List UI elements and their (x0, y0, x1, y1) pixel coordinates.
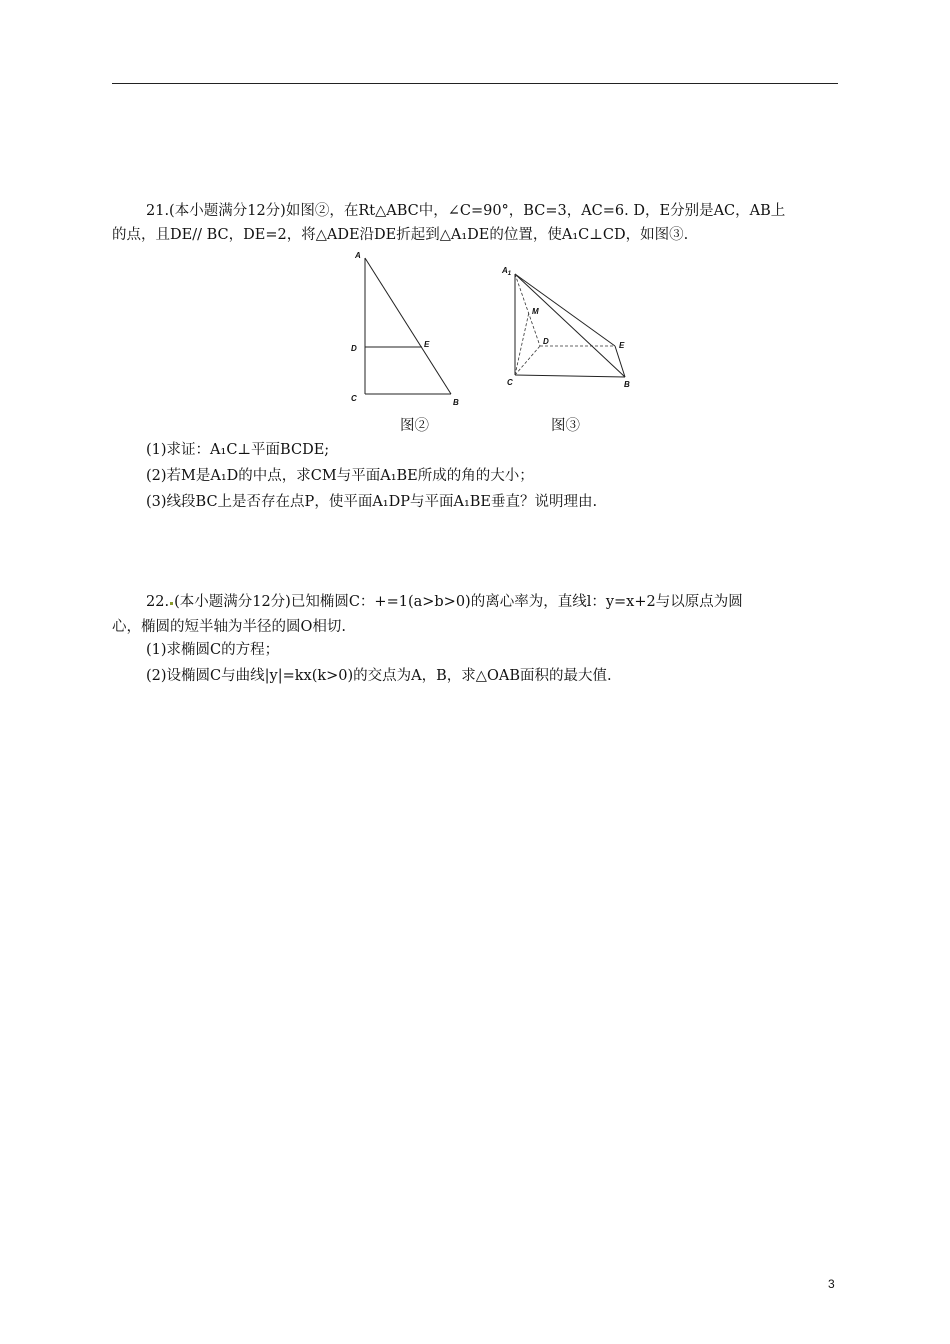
q22-line2: 心，椭圆的短半轴为半径的圆O相切. (112, 619, 346, 635)
fig3-label-m: M (532, 307, 539, 316)
fig3-edge-a1b (515, 274, 625, 377)
fig2-caption: 图② (400, 418, 429, 434)
q21-part-3: (3)线段BC上是否存在点P，使平面A₁DP与平面A₁BE垂直？说明理由. (146, 494, 598, 510)
fig2-label-e: E (424, 340, 430, 349)
q21-part-1: (1)求证：A₁C⊥平面BCDE; (146, 442, 330, 458)
fig2-label-d: D (351, 344, 357, 353)
fig3-label-a1: $A_1$ (502, 266, 512, 277)
figure-2 (340, 248, 470, 413)
fig2-label-b: B (453, 398, 459, 407)
figure-3 (498, 260, 638, 395)
fig3-edge-cb (515, 375, 625, 377)
fig3-label-c: C (507, 378, 513, 387)
q22-part-1: (1)求椭圆C的方程； (146, 642, 280, 658)
fig3-label-e: E (619, 341, 625, 350)
fig3-edge-a1e (515, 274, 615, 346)
q22-part-2: (2)设椭圆C与曲线|y|=kx(k>0)的交点为A，B，求△OAB面积的最大值. (146, 668, 612, 684)
fig2-edge-ab (365, 258, 451, 394)
fig3-label-d: D (543, 337, 549, 346)
fig3-caption: 图③ (551, 418, 580, 434)
q21-line2: 的点，且DE// BC，DE=2，将△ADE沿DE折起到△A₁DE的位置，使A₁C⊥CD，如图③. (112, 227, 689, 243)
header-rule (112, 83, 838, 84)
q21-part-2: (2)若M是A₁D的中点，求CM与平面A₁BE所成的角的大小； (146, 468, 534, 484)
fig3-label-b: B (624, 380, 630, 389)
q21-line1: 21.(本小题满分12分)如图②，在Rt△ABC中，∠C=90°，BC=3，AC=6. D，E分别是AC，AB上 (146, 203, 786, 219)
fig3-edge-cm (515, 312, 529, 375)
fig2-label-c: C (351, 394, 357, 403)
fig2-label-a: A (355, 251, 361, 260)
q22-line1: 22. (本小题满分12分)已知椭圆C：+=1(a>b>0)的离心率为，直线l：y=x+2与以原点为圆 (146, 594, 743, 610)
page-number: 3 (828, 1277, 835, 1291)
fig3-edge-cd (515, 346, 540, 375)
